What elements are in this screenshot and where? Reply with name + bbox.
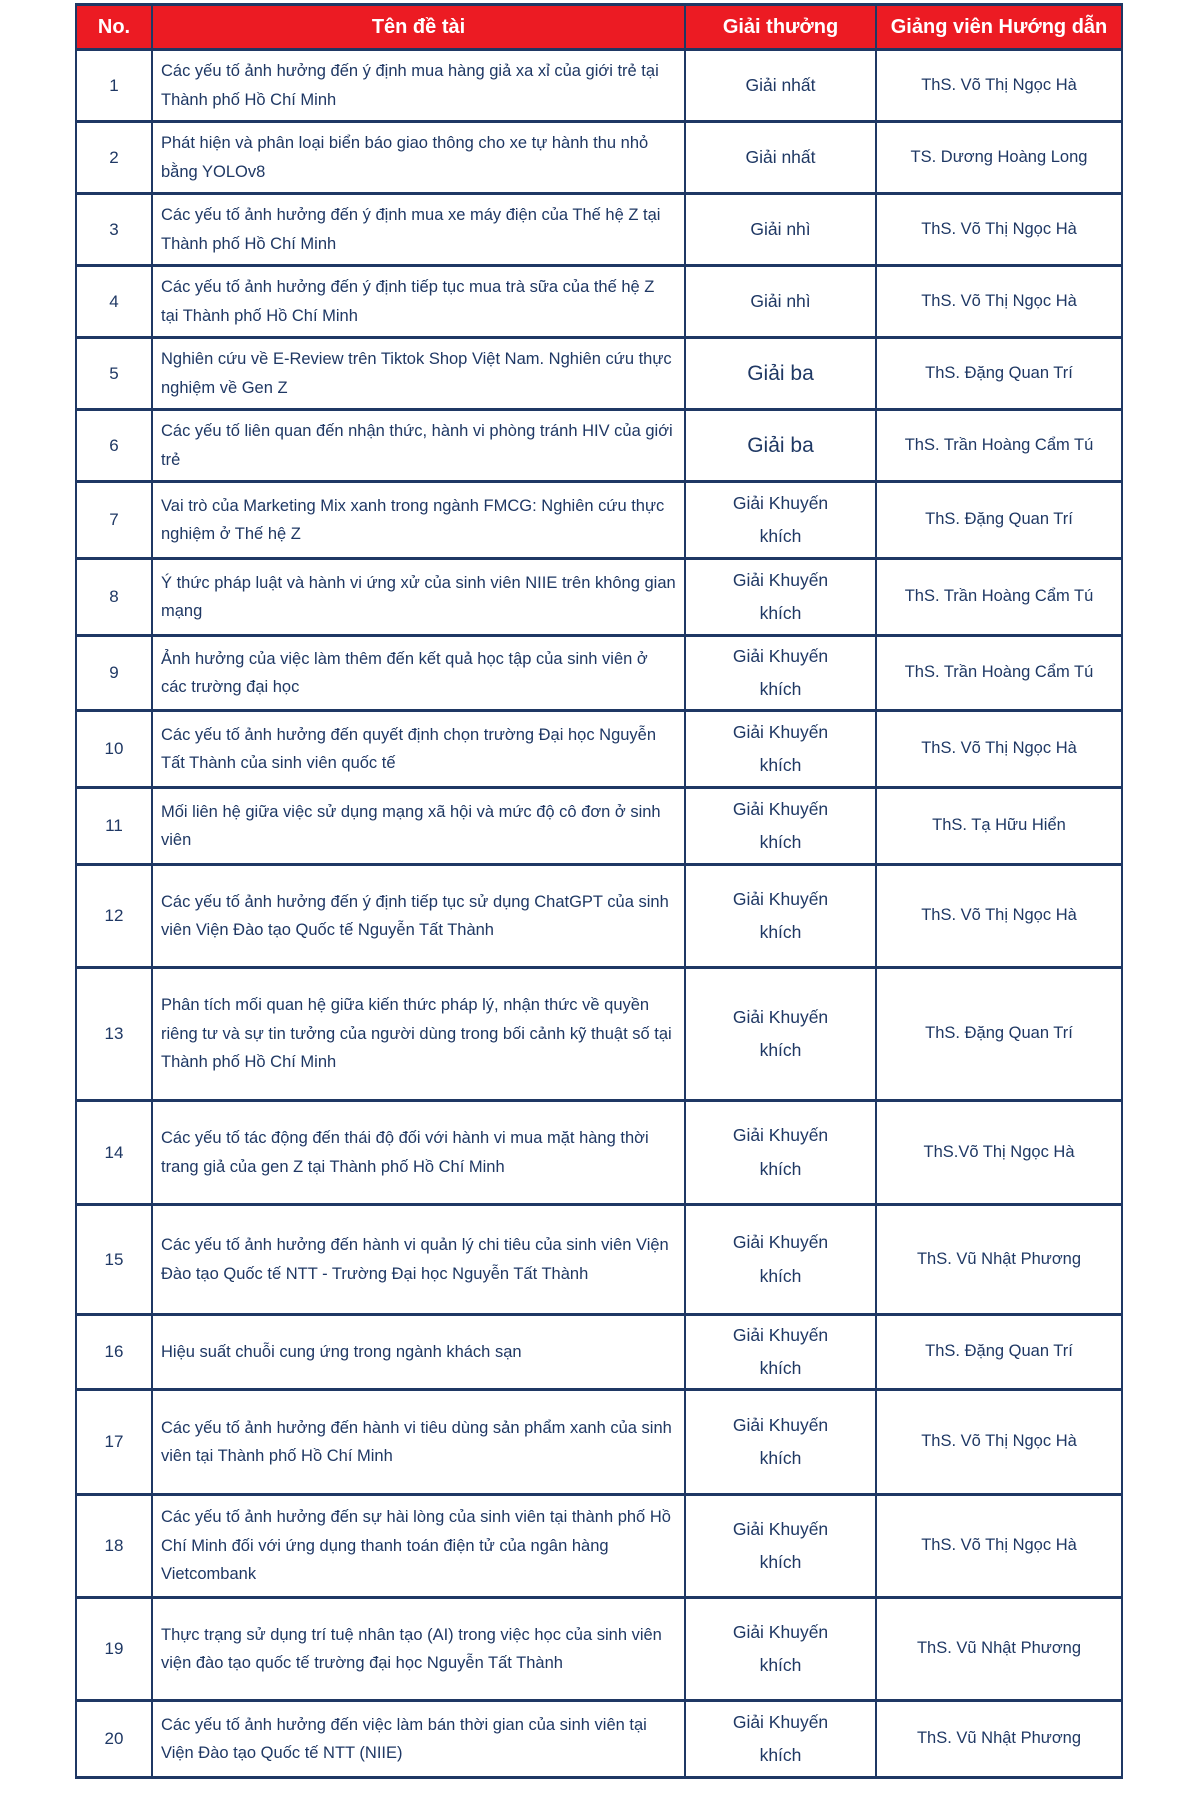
- row-number-cell: 1: [76, 50, 152, 122]
- topic-title-cell: Hiệu suất chuỗi cung ứng trong ngành khách sạn: [152, 1315, 685, 1390]
- table-row: [76, 788, 1122, 865]
- topic-title-cell: Các yếu tố ảnh hưởng đến hành vi quản lý chi tiêu của sinh viên Viện Đào tạo Quốc tế NTT - Trường Đại học Nguyễn Tất Thành: [152, 1205, 685, 1315]
- topic-title-cell: Các yếu tố liên quan đến nhận thức, hành vi phòng tránh HIV của giới trẻ: [152, 410, 685, 482]
- table-row: [76, 50, 1122, 122]
- topic-title-cell: Ý thức pháp luật và hành vi ứng xử của sinh viên NIIE trên không gian mạng: [152, 559, 685, 636]
- column-header-title: Tên đề tài: [152, 5, 685, 50]
- award-cell: Giải Khuyến khích: [685, 1315, 876, 1390]
- supervisor-cell: ThS. Võ Thị Ngọc Hà: [876, 194, 1122, 266]
- award-cell: Giải Khuyến khích: [685, 559, 876, 636]
- supervisor-cell: ThS. Võ Thị Ngọc Hà: [876, 711, 1122, 788]
- topic-title-cell: Vai trò của Marketing Mix xanh trong ngành FMCG: Nghiên cứu thực nghiệm ở Thế hệ Z: [152, 482, 685, 559]
- award-cell: Giải Khuyến khích: [685, 788, 876, 865]
- row-number-cell: 10: [76, 711, 152, 788]
- topic-title-cell: Các yếu tố ảnh hưởng đến ý định mua hàng giả xa xỉ của giới trẻ tại Thành phố Hồ Chí Minh: [152, 50, 685, 122]
- row-number-cell: 16: [76, 1315, 152, 1390]
- row-number-cell: 5: [76, 338, 152, 410]
- table-row: [76, 266, 1122, 338]
- award-cell: Giải ba: [685, 338, 876, 410]
- table-row: [76, 194, 1122, 266]
- row-number-cell: 2: [76, 122, 152, 194]
- supervisor-cell: ThS. Trần Hoàng Cẩm Tú: [876, 636, 1122, 711]
- supervisor-cell: ThS. Đặng Quan Trí: [876, 482, 1122, 559]
- table-row: [76, 636, 1122, 711]
- award-cell: Giải Khuyến khích: [685, 1390, 876, 1495]
- awards-table: [75, 3, 1123, 1779]
- row-number-cell: 4: [76, 266, 152, 338]
- supervisor-cell: ThS. Vũ Nhật Phương: [876, 1701, 1122, 1778]
- row-number-cell: 7: [76, 482, 152, 559]
- supervisor-cell: TS. Dương Hoàng Long: [876, 122, 1122, 194]
- supervisor-cell: ThS. Đặng Quan Trí: [876, 338, 1122, 410]
- row-number-cell: 9: [76, 636, 152, 711]
- column-header-award: Giải thưởng: [685, 5, 876, 50]
- table-row: [76, 865, 1122, 968]
- row-number-cell: 14: [76, 1101, 152, 1205]
- award-cell: Giải Khuyến khích: [685, 711, 876, 788]
- table-row: [76, 1101, 1122, 1205]
- topic-title-cell: Các yếu tố tác động đến thái độ đối với hành vi mua mặt hàng thời trang giả của gen Z tại Thành phố Hồ Chí Minh: [152, 1101, 685, 1205]
- supervisor-cell: ThS. Võ Thị Ngọc Hà: [876, 865, 1122, 968]
- topic-title-cell: Các yếu tố ảnh hưởng đến sự hài lòng của sinh viên tại thành phố Hồ Chí Minh đối với ứng dụng thanh toán điện tử của ngân hàng Vietcombank: [152, 1495, 685, 1598]
- supervisor-cell: ThS. Tạ Hữu Hiển: [876, 788, 1122, 865]
- table-row: [76, 1315, 1122, 1390]
- award-cell: Giải nhì: [685, 194, 876, 266]
- award-cell: Giải nhì: [685, 266, 876, 338]
- column-header-no: No.: [76, 5, 152, 50]
- award-cell: Giải nhất: [685, 50, 876, 122]
- award-cell: Giải Khuyến khích: [685, 1205, 876, 1315]
- supervisor-cell: ThS. Đặng Quan Trí: [876, 968, 1122, 1101]
- row-number-cell: 18: [76, 1495, 152, 1598]
- row-number-cell: 19: [76, 1598, 152, 1701]
- supervisor-cell: ThS. Võ Thị Ngọc Hà: [876, 266, 1122, 338]
- supervisor-cell: ThS. Võ Thị Ngọc Hà: [876, 1390, 1122, 1495]
- award-cell: Giải Khuyến khích: [685, 1598, 876, 1701]
- row-number-cell: 17: [76, 1390, 152, 1495]
- supervisor-cell: ThS. Đặng Quan Trí: [876, 1315, 1122, 1390]
- row-number-cell: 12: [76, 865, 152, 968]
- row-number-cell: 3: [76, 194, 152, 266]
- topic-title-cell: Các yếu tố ảnh hưởng đến quyết định chọn trường Đại học Nguyễn Tất Thành của sinh viên quốc tế: [152, 711, 685, 788]
- award-cell: Giải Khuyến khích: [685, 482, 876, 559]
- row-number-cell: 11: [76, 788, 152, 865]
- topic-title-cell: Nghiên cứu về E-Review trên Tiktok Shop Việt Nam. Nghiên cứu thực nghiệm về Gen Z: [152, 338, 685, 410]
- topic-title-cell: Ảnh hưởng của việc làm thêm đến kết quả học tập của sinh viên ở các trường đại học: [152, 636, 685, 711]
- row-number-cell: 6: [76, 410, 152, 482]
- row-number-cell: 15: [76, 1205, 152, 1315]
- topic-title-cell: Thực trạng sử dụng trí tuệ nhân tạo (AI) trong việc học của sinh viên viện đào tạo quốc tế trường đại học Nguyễn Tất Thành: [152, 1598, 685, 1701]
- award-cell: Giải Khuyến khích: [685, 865, 876, 968]
- table-row: [76, 1390, 1122, 1495]
- award-cell: Giải nhất: [685, 122, 876, 194]
- topic-title-cell: Các yếu tố ảnh hưởng đến việc làm bán thời gian của sinh viên tại Viện Đào tạo Quốc tế NTT (NIIE): [152, 1701, 685, 1778]
- row-number-cell: 20: [76, 1701, 152, 1778]
- row-number-cell: 13: [76, 968, 152, 1101]
- table-row: [76, 122, 1122, 194]
- table-row: [76, 410, 1122, 482]
- table-row: [76, 1598, 1122, 1701]
- table-row: [76, 1701, 1122, 1778]
- award-cell: Giải Khuyến khích: [685, 1495, 876, 1598]
- supervisor-cell: ThS. Trần Hoàng Cẩm Tú: [876, 559, 1122, 636]
- supervisor-cell: ThS. Trần Hoàng Cẩm Tú: [876, 410, 1122, 482]
- supervisor-cell: ThS. Võ Thị Ngọc Hà: [876, 1495, 1122, 1598]
- table-body: [76, 50, 1122, 1778]
- award-cell: Giải Khuyến khích: [685, 968, 876, 1101]
- table-row: [76, 338, 1122, 410]
- table-row: [76, 1495, 1122, 1598]
- column-header-supervisor: Giảng viên Hướng dẫn: [876, 5, 1122, 50]
- topic-title-cell: Các yếu tố ảnh hưởng đến ý định tiếp tục sử dụng ChatGPT của sinh viên Viện Đào tạo Quốc tế Nguyễn Tất Thành: [152, 865, 685, 968]
- supervisor-cell: ThS. Vũ Nhật Phương: [876, 1598, 1122, 1701]
- topic-title-cell: Phân tích mối quan hệ giữa kiến thức pháp lý, nhận thức về quyền riêng tư và sự tin tưởng của người dùng trong bối cảnh kỹ thuật số tại Thành phố Hồ Chí Minh: [152, 968, 685, 1101]
- topic-title-cell: Các yếu tố ảnh hưởng đến ý định mua xe máy điện của Thế hệ Z tại Thành phố Hồ Chí Minh: [152, 194, 685, 266]
- topic-title-cell: Mối liên hệ giữa việc sử dụng mạng xã hội và mức độ cô đơn ở sinh viên: [152, 788, 685, 865]
- header-row: [76, 5, 1122, 50]
- table-row: [76, 482, 1122, 559]
- topic-title-cell: Các yếu tố ảnh hưởng đến ý định tiếp tục mua trà sữa của thế hệ Z tại Thành phố Hồ Chí Minh: [152, 266, 685, 338]
- table-row: [76, 559, 1122, 636]
- table-row: [76, 711, 1122, 788]
- award-cell: Giải Khuyến khích: [685, 1701, 876, 1778]
- award-cell: Giải Khuyến khích: [685, 1101, 876, 1205]
- supervisor-cell: ThS. Võ Thị Ngọc Hà: [876, 50, 1122, 122]
- supervisor-cell: ThS. Vũ Nhật Phương: [876, 1205, 1122, 1315]
- table-row: [76, 968, 1122, 1101]
- row-number-cell: 8: [76, 559, 152, 636]
- topic-title-cell: Các yếu tố ảnh hưởng đến hành vi tiêu dùng sản phẩm xanh của sinh viên tại Thành phố Hồ Chí Minh: [152, 1390, 685, 1495]
- topic-title-cell: Phát hiện và phân loại biển báo giao thông cho xe tự hành thu nhỏ bằng YOLOv8: [152, 122, 685, 194]
- supervisor-cell: ThS.Võ Thị Ngọc Hà: [876, 1101, 1122, 1205]
- award-cell: Giải Khuyến khích: [685, 636, 876, 711]
- table-row: [76, 1205, 1122, 1315]
- award-cell: Giải ba: [685, 410, 876, 482]
